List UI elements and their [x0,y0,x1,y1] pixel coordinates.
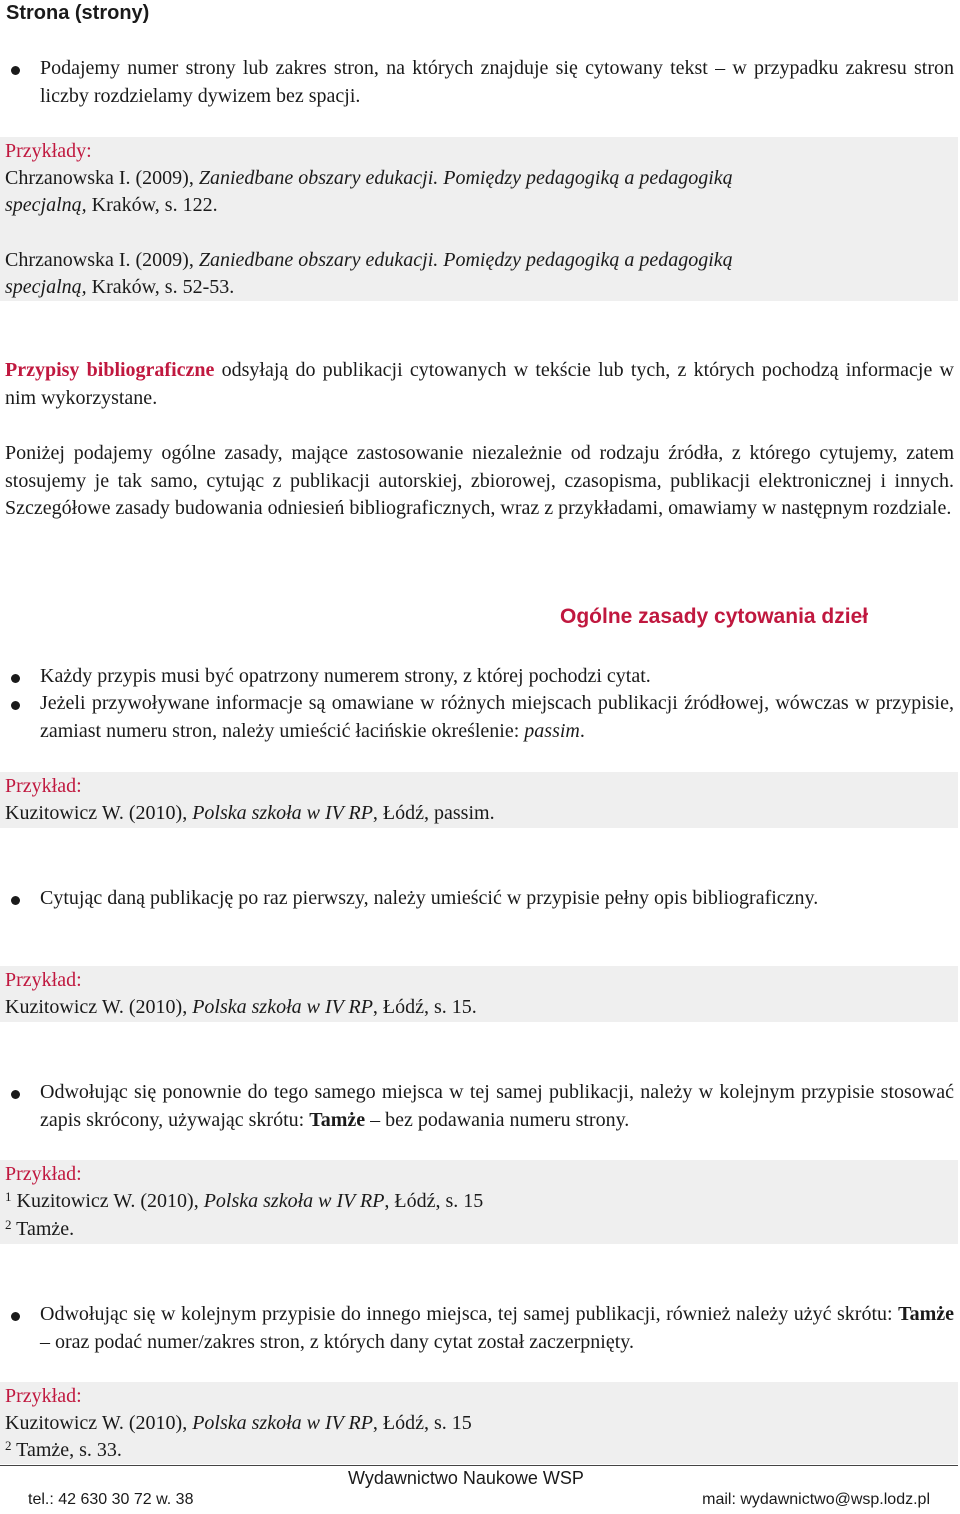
citation: Kuzitowicz W. (2010), Polska szkoła w IV RP, Łódź, s. 15. [5,996,477,1018]
example-label: Przykład: [5,1163,82,1185]
footer-divider [0,1465,958,1466]
bullet-icon [11,896,20,905]
footer-phone: tel.: 42 630 30 72 w. 38 [28,1491,194,1508]
citation-cont: specjalną, Kraków, s. 122. [5,194,218,216]
bullet-icon [11,1090,20,1099]
bullet-text: Odwołując się w kolejnym przypisie do innego miejsca, tej samej publikacji, również należy użyć skrótu: Tamże – oraz podać numer/zakres stron, z których dany cytat został zaczerpnięty. [40,1303,954,1353]
footnote-number: 1 [5,1189,12,1204]
example-block [0,137,958,301]
footer-publisher: Wydawnictwo Naukowe WSP [348,1468,584,1488]
bullet-text: Każdy przypis musi być opatrzony numerem strony, z której pochodzi cytat. [40,665,651,687]
citation-cont: specjalną, Kraków, s. 52-53. [5,276,235,298]
example-block [0,772,958,828]
footnote-line: $^1$ Kuzitowicz W. (2010), Polska szkoła w IV RP, Łódź, s. 15 [5,1189,484,1212]
bullet-text: Odwołując się ponownie do tego samego miejsca w tej samej publikacji, należy w kolejnym przypisie stosować zapis skrócony, używając skrótu: Tamże – bez podawania numeru strony. [40,1081,954,1131]
example-label: Przykład: [5,775,82,797]
examples-label: Przykłady: [5,140,92,162]
example-block [0,966,958,1022]
footer-mail: mail: wydawnictwo@wsp.lodz.pl [702,1491,930,1508]
citation: Chrzanowska I. (2009), Zaniedbane obszary edukacji. Pomiędzy pedagogiką a pedagogiką [5,167,733,189]
paragraph: Poniżej podajemy ogólne zasady, mające zastosowanie niezależnie od rodzaju źródła, z którego cytujemy, zatem stosujemy je tak samo, cytując z publikacji autorskiej, zbiorowej, czasopisma, publikacji elektronicznej i innych. Szczegółowe zasady budowania odniesień bibliograficznych, wraz z przykładami, omawiamy w następnym rozdziale. [5,442,954,519]
footnote-number: 2 [5,1438,12,1453]
bullet-icon [11,66,20,75]
footnote-line: $^2$ Tamże. [5,1217,75,1240]
citation: Chrzanowska I. (2009), Zaniedbane obszary edukacji. Pomiędzy pedagogiką a pedagogiką [5,249,733,271]
citation: Kuzitowicz W. (2010), Polska szkoła w IV RP, Łódź, passim. [5,802,495,824]
example-block [0,1160,958,1244]
footnote-line: $^2$ Tamże, s. 33. [5,1438,122,1461]
section-heading: Ogólne zasady cytowania dzieł [560,605,869,628]
example-block [0,1382,958,1464]
bullet-text: Jeżeli przywoływane informacje są omawiane w różnych miejscach publikacji źródłowej, wówczas w przypisie, zamiast numeru stron, należy umieścić łacińskie określenie: passim. [40,692,954,742]
paragraph: Przypisy bibliograficzne odsyłają do publikacji cytowanych w tekście lub tych, z których pochodzą informacje w nim wykorzystane. [5,359,954,409]
bullet-icon [11,701,20,710]
bullet-icon [11,674,20,683]
bullet-text: Podajemy numer strony lub zakres stron, na których znajduje się cytowany tekst – w przypadku zakresu stron liczby rozdzielamy dywizem bez spacji. [40,57,954,107]
citation: Kuzitowicz W. (2010), Polska szkoła w IV RP, Łódź, s. 15 [5,1412,472,1434]
footnote-number: 2 [5,1217,12,1232]
bullet-icon [11,1312,20,1321]
bullet-text: Cytując daną publikację po raz pierwszy, należy umieścić w przypisie pełny opis bibliograficzny. [40,887,819,909]
example-label: Przykład: [5,1385,82,1407]
example-label: Przykład: [5,969,82,991]
section-title: Strona (strony) [6,2,150,24]
